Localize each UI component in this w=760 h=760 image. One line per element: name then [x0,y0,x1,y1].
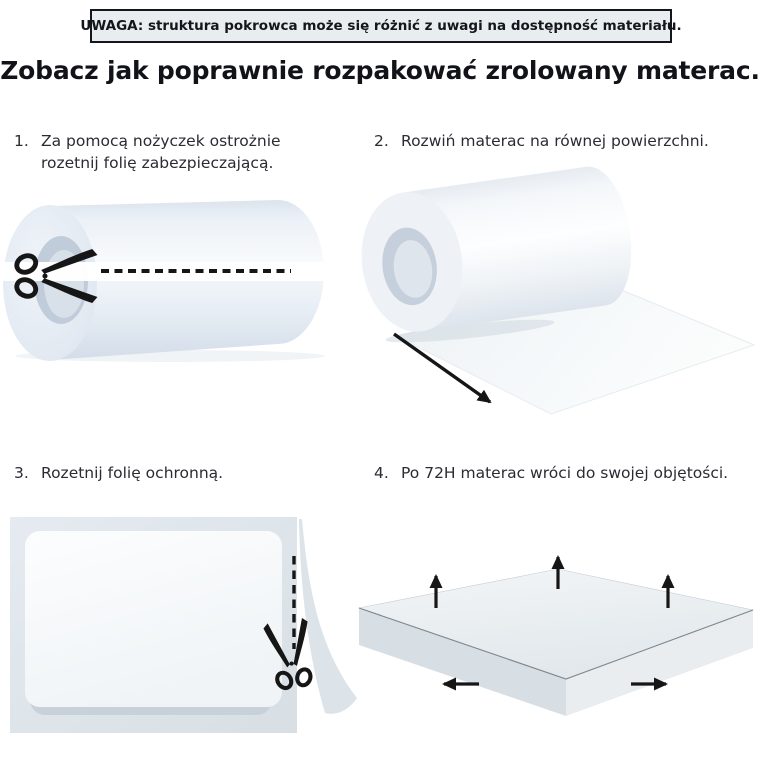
mattress-roll-hole [390,238,436,301]
step-4-number: 4. [374,464,389,482]
step-3-number: 3. [14,464,29,482]
illustration-step-3-protective-film [10,517,357,733]
mattress-front-edge-line [359,608,753,679]
mattress-roll-hole-rim [377,224,441,309]
step-4-text: Po 72H materac wróci do swojej objętości. [401,464,729,482]
page-title: Zobacz jak poprawnie rozpakować zrolowany materac. [0,56,760,85]
protective-film [10,517,297,733]
notice-banner [80,9,682,43]
mattress-front-right-face [566,610,753,716]
step-1-text: Za pomocą nożyczek ostrożnie rozetnij folię zabezpieczającą. [41,132,281,172]
illustration-step-2-unrolling [353,162,754,414]
mattress-top-face [359,569,753,679]
step-2 [374,130,760,152]
notice-banner-text: UWAGA: struktura pokrowca może się różnić z uwagi na dostępność materiału. [80,18,682,34]
mattress-roll-end-cap [3,205,97,361]
mattress-roll-hole-rim [34,236,88,324]
step-2-number: 2. [374,132,389,150]
mattress-roll-end-cap [353,186,472,339]
mattress-roll-hole [44,250,84,318]
mattress-roll-body [50,200,324,360]
step-1 [14,130,326,174]
mattress-roll-body [402,162,639,331]
mattress-front-left-face [359,608,566,716]
step-1-number: 1. [14,132,29,150]
mattress-roll [353,162,640,338]
unrolled-sheet [396,286,754,414]
roll-ground-shadow [15,350,325,362]
scissors-icon [14,249,97,303]
unroll-direction-arrow-icon [394,334,490,402]
film-flap [299,519,357,714]
roll-contact-shadow [385,315,556,347]
step-3 [14,462,341,484]
step-3-text: Rozetnij folię ochronną. [41,464,224,482]
illustration-step-1-rolled-mattress [0,200,331,362]
cut-band [0,262,331,281]
mattress [25,531,282,707]
mattress-shadow [30,545,272,715]
step-2-text: Rozwiń materac na równej powierzchni. [401,132,709,150]
step-4 [374,462,760,484]
illustration-step-4-expanding-mattress [359,557,753,716]
scissors-icon [263,617,318,692]
